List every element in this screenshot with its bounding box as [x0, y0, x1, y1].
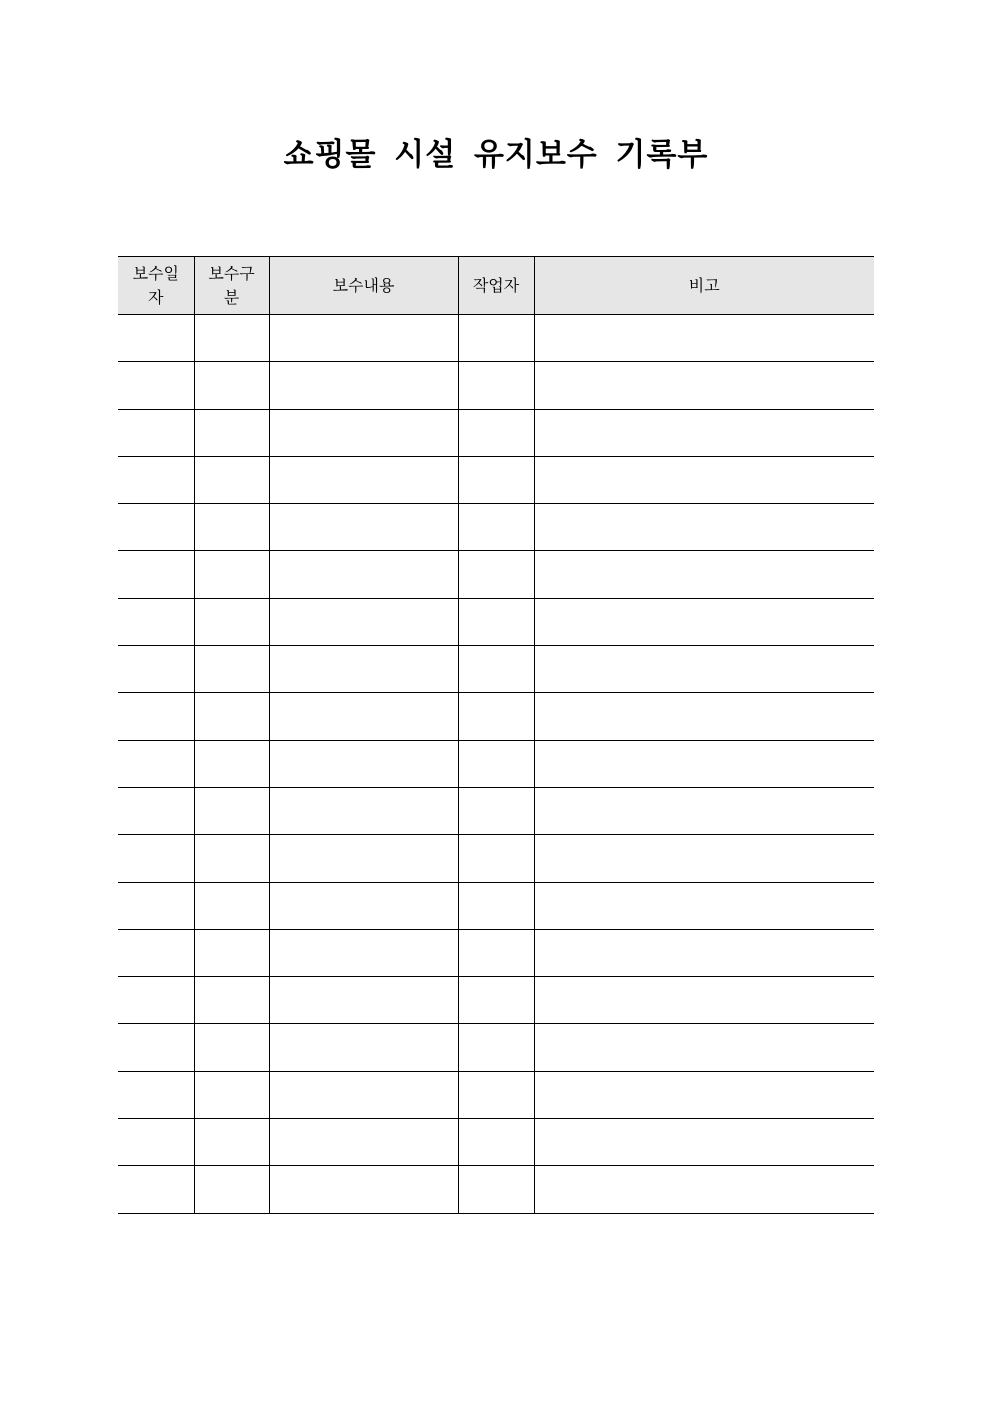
cell-worker[interactable] [458, 1119, 534, 1166]
cell-type[interactable] [194, 551, 269, 598]
table-row [118, 409, 874, 456]
cell-date[interactable] [118, 1166, 194, 1213]
cell-type[interactable] [194, 315, 269, 362]
cell-date[interactable] [118, 787, 194, 834]
cell-worker[interactable] [458, 456, 534, 503]
cell-note[interactable] [534, 977, 874, 1024]
cell-note[interactable] [534, 882, 874, 929]
cell-content[interactable] [269, 1071, 458, 1118]
header-content: 보수내용 [269, 257, 458, 315]
cell-content[interactable] [269, 362, 458, 409]
cell-note[interactable] [534, 646, 874, 693]
cell-content[interactable] [269, 504, 458, 551]
cell-worker[interactable] [458, 882, 534, 929]
table-header-row [118, 257, 874, 315]
cell-worker[interactable] [458, 315, 534, 362]
header-type: 보수구분 [194, 257, 269, 315]
table-row [118, 456, 874, 503]
cell-date[interactable] [118, 504, 194, 551]
cell-type[interactable] [194, 1024, 269, 1071]
cell-content[interactable] [269, 740, 458, 787]
cell-date[interactable] [118, 409, 194, 456]
cell-content[interactable] [269, 693, 458, 740]
cell-date[interactable] [118, 1119, 194, 1166]
cell-worker[interactable] [458, 693, 534, 740]
cell-note[interactable] [534, 598, 874, 645]
cell-date[interactable] [118, 315, 194, 362]
cell-date[interactable] [118, 551, 194, 598]
cell-type[interactable] [194, 1166, 269, 1213]
cell-type[interactable] [194, 504, 269, 551]
cell-content[interactable] [269, 551, 458, 598]
cell-note[interactable] [534, 1166, 874, 1213]
cell-date[interactable] [118, 1071, 194, 1118]
cell-content[interactable] [269, 1119, 458, 1166]
cell-date[interactable] [118, 929, 194, 976]
cell-content[interactable] [269, 409, 458, 456]
maintenance-log-table [118, 256, 874, 1214]
cell-content[interactable] [269, 598, 458, 645]
table-row [118, 882, 874, 929]
cell-date[interactable] [118, 456, 194, 503]
cell-date[interactable] [118, 835, 194, 882]
cell-note[interactable] [534, 787, 874, 834]
cell-content[interactable] [269, 315, 458, 362]
cell-date[interactable] [118, 882, 194, 929]
cell-worker[interactable] [458, 740, 534, 787]
table-row [118, 1166, 874, 1213]
cell-note[interactable] [534, 835, 874, 882]
table-row [118, 504, 874, 551]
cell-worker[interactable] [458, 598, 534, 645]
cell-note[interactable] [534, 1071, 874, 1118]
cell-date[interactable] [118, 740, 194, 787]
table-row [118, 646, 874, 693]
cell-worker[interactable] [458, 1071, 534, 1118]
cell-type[interactable] [194, 977, 269, 1024]
cell-type[interactable] [194, 929, 269, 976]
cell-worker[interactable] [458, 1024, 534, 1071]
table-row [118, 1071, 874, 1118]
table-row [118, 835, 874, 882]
cell-date[interactable] [118, 646, 194, 693]
cell-type[interactable] [194, 787, 269, 834]
cell-note[interactable] [534, 1119, 874, 1166]
header-note: 비고 [534, 257, 874, 315]
cell-type[interactable] [194, 835, 269, 882]
table-row [118, 1119, 874, 1166]
cell-worker[interactable] [458, 409, 534, 456]
cell-note[interactable] [534, 409, 874, 456]
cell-type[interactable] [194, 362, 269, 409]
cell-note[interactable] [534, 929, 874, 976]
table-row [118, 551, 874, 598]
cell-content[interactable] [269, 929, 458, 976]
cell-note[interactable] [534, 504, 874, 551]
cell-note[interactable] [534, 456, 874, 503]
cell-content[interactable] [269, 882, 458, 929]
cell-worker[interactable] [458, 362, 534, 409]
cell-worker[interactable] [458, 551, 534, 598]
cell-note[interactable] [534, 1024, 874, 1071]
cell-date[interactable] [118, 362, 194, 409]
cell-content[interactable] [269, 1024, 458, 1071]
cell-note[interactable] [534, 693, 874, 740]
table-body [118, 315, 874, 1214]
cell-content[interactable] [269, 456, 458, 503]
cell-type[interactable] [194, 456, 269, 503]
cell-type[interactable] [194, 598, 269, 645]
cell-type[interactable] [194, 693, 269, 740]
cell-worker[interactable] [458, 504, 534, 551]
cell-note[interactable] [534, 315, 874, 362]
cell-content[interactable] [269, 835, 458, 882]
table-row [118, 929, 874, 976]
cell-content[interactable] [269, 1166, 458, 1213]
cell-content[interactable] [269, 787, 458, 834]
cell-content[interactable] [269, 646, 458, 693]
table-row [118, 787, 874, 834]
document-title: 쇼핑몰 시설 유지보수 기록부 [283, 137, 709, 173]
cell-note[interactable] [534, 551, 874, 598]
table-row [118, 598, 874, 645]
cell-content[interactable] [269, 977, 458, 1024]
cell-worker[interactable] [458, 787, 534, 834]
cell-date[interactable] [118, 693, 194, 740]
table-row [118, 362, 874, 409]
cell-note[interactable] [534, 740, 874, 787]
cell-worker[interactable] [458, 835, 534, 882]
cell-type[interactable] [194, 1119, 269, 1166]
cell-worker[interactable] [458, 1166, 534, 1213]
table-row [118, 977, 874, 1024]
cell-date[interactable] [118, 598, 194, 645]
table-row [118, 1024, 874, 1071]
cell-worker[interactable] [458, 977, 534, 1024]
cell-type[interactable] [194, 409, 269, 456]
cell-type[interactable] [194, 646, 269, 693]
header-worker: 작업자 [458, 257, 534, 315]
table-row [118, 693, 874, 740]
table-row [118, 740, 874, 787]
header-date: 보수일자 [118, 257, 194, 315]
cell-date[interactable] [118, 1024, 194, 1071]
cell-type[interactable] [194, 740, 269, 787]
cell-worker[interactable] [458, 929, 534, 976]
cell-type[interactable] [194, 1071, 269, 1118]
cell-worker[interactable] [458, 646, 534, 693]
cell-type[interactable] [194, 882, 269, 929]
table-row [118, 315, 874, 362]
cell-note[interactable] [534, 362, 874, 409]
cell-date[interactable] [118, 977, 194, 1024]
